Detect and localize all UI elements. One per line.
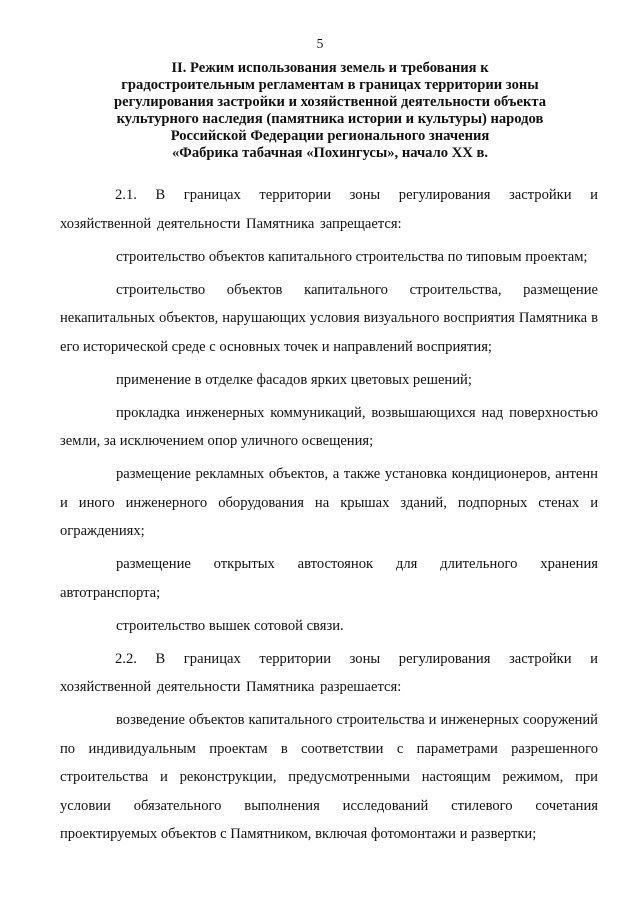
list-item-facade-colors: применение в отделке фасадов ярких цветовых решений; — [116, 371, 472, 388]
section-title-line: регулирования застройки и хозяйственной деятельности объекта — [113, 94, 547, 111]
list-item-engineering-communications: прокладка инженерных коммуникаций, возвышающихся над поверхностью земли, за исключением опор уличного освещения; — [60, 404, 598, 449]
paragraph-2-1: 2.1. В границах территории зоны регулирования застройки и хозяйственной деятельности Памятника запрещается: — [60, 187, 598, 232]
list-item-visual-perception: строительство объектов капитального строительства, размещение некапитальных объектов, нарушающих условия визуального восприятия Памятника в его исторической среде с основных точек и направлений восприятия; — [60, 281, 598, 355]
page-number: 5 — [316, 36, 324, 51]
section-title-line: Российской Федерации регионального значения — [170, 128, 490, 145]
list-item-typical-projects: строительство объектов капитального строительства по типовым проектам; — [116, 248, 588, 265]
section-title-line: культурного наследия (памятника истории и культуры) народов — [116, 111, 544, 128]
section-title — [60, 60, 600, 163]
list-item-advertising-objects: размещение рекламных объектов, а также установка кондиционеров, антенн и иного инженерного оборудования на крышах зданий, подпорных стенах и ограждениях; — [60, 466, 598, 539]
list-item-cell-towers: строительство вышек сотовой связи. — [116, 617, 344, 634]
section-title-line: «Фабрика табачная «Похингусы», начало XX в. — [171, 145, 489, 162]
document-body — [60, 181, 598, 853]
list-item-individual-projects: возведение объектов капитального строительства и инженерных сооружений по индивидуальным проектам в соответствии с параметрами разрешенного строительства и реконструкции, предусмотренными настоящим режимом, при условии обязательного выполнения исследований стилевого сочетания проектируемых объектов с Памятником, включая фотомонтажи и развертки; — [60, 712, 598, 842]
section-title-line: II. Режим использования земель и требования к — [171, 60, 489, 76]
list-item-parking: размещение открытых автостоянок для длительного хранения автотранспорта; — [60, 556, 598, 601]
section-title-line: градостроительным регламентам в границах территории зоны — [121, 77, 539, 94]
paragraph-2-2: 2.2. В границах территории зоны регулирования застройки и хозяйственной деятельности Памятника разрешается: — [60, 650, 598, 695]
